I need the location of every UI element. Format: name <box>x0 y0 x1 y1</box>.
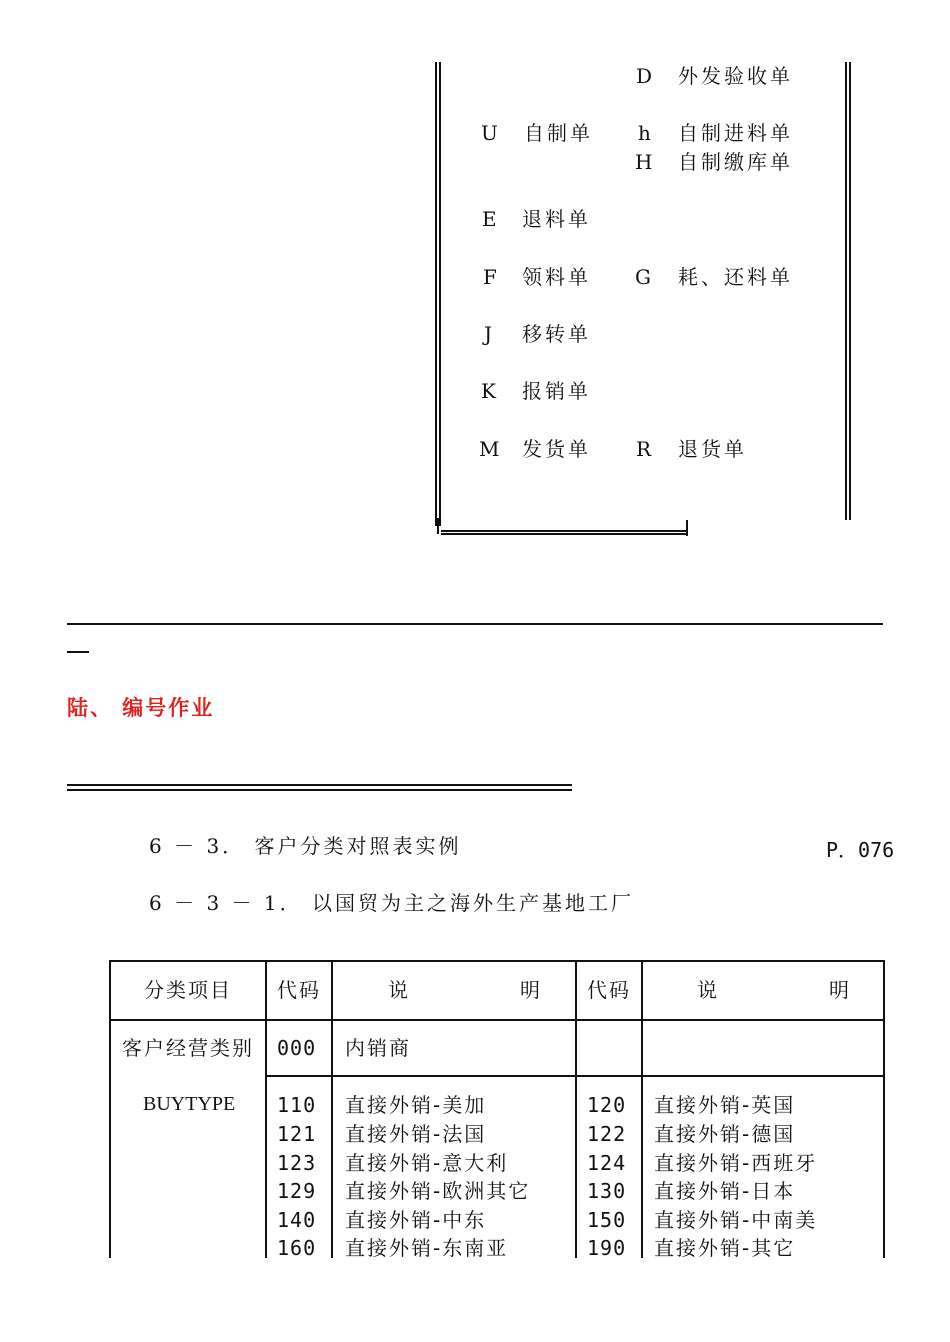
doc-code-h-upper: H <box>635 150 653 174</box>
table-cell-code-1: 110 <box>277 1093 317 1117</box>
page-separator-rule <box>67 623 883 625</box>
diagram-corner-right <box>686 520 688 536</box>
table-category-name: 客户经营类别 <box>122 1036 254 1060</box>
table-cell-desc-1: 直接外销-东南亚 <box>345 1236 509 1260</box>
doc-code-g: G <box>635 265 651 289</box>
table-cell-desc-2: 直接外销-英国 <box>654 1093 796 1117</box>
table-cell-code-1: 123 <box>277 1151 317 1175</box>
table-cell-code-2: 130 <box>587 1179 627 1203</box>
doc-code-r: R <box>636 437 652 461</box>
diagram-right-border <box>845 62 851 520</box>
table-cell-code-2: 120 <box>587 1093 627 1117</box>
heading-rule-top <box>67 784 572 786</box>
table-cell-code-1: 140 <box>277 1208 317 1232</box>
table-cell-desc-1: 直接外销-意大利 <box>345 1151 509 1175</box>
doc-label-r: 退货单 <box>678 437 747 461</box>
table-col-line-5 <box>883 960 885 1258</box>
doc-code-d: D <box>636 64 653 88</box>
table-cell-desc-2: 直接外销-德国 <box>654 1122 796 1146</box>
section-heading: 陆、 编号作业 <box>67 696 215 720</box>
table-cell-code-1: 160 <box>277 1236 317 1260</box>
table-header-code-2: 代码 <box>587 978 631 1002</box>
diagram-left-border <box>435 62 441 526</box>
table-cell-code-2: 122 <box>587 1122 627 1146</box>
subsection-title: 6 － 3． 客户分类对照表实例 <box>149 834 462 858</box>
table-cell-desc-2: 直接外销-日本 <box>654 1179 796 1203</box>
doc-label-m: 发货单 <box>522 437 591 461</box>
page-separator-tail <box>67 651 89 653</box>
table-header-code-1: 代码 <box>277 978 321 1002</box>
doc-code-u: U <box>481 121 498 145</box>
table-header-desc-1: 说 明 <box>388 978 542 1002</box>
heading-rule-bottom <box>67 789 572 791</box>
doc-label-j: 移转单 <box>522 322 591 346</box>
table-cell-desc-2: 直接外销-西班牙 <box>654 1151 818 1175</box>
table-cell-desc: 内销商 <box>345 1036 411 1060</box>
table-cell-code-1: 121 <box>277 1122 317 1146</box>
doc-code-k: K <box>481 379 496 403</box>
table-cell-desc-1: 直接外销-中东 <box>345 1208 487 1232</box>
table-cell-code: 000 <box>277 1036 317 1060</box>
table-col-line-0 <box>109 960 111 1258</box>
doc-code-m: M <box>479 437 500 461</box>
doc-code-f: F <box>483 265 497 289</box>
table-cell-desc-2: 直接外销-中南美 <box>654 1208 818 1232</box>
table-cell-desc-1: 直接外销-美加 <box>345 1093 487 1117</box>
table-cell-desc-1: 直接外销-欧洲其它 <box>345 1179 531 1203</box>
table-cell-desc-2: 直接外销-其它 <box>654 1236 796 1260</box>
doc-code-j: J <box>484 322 493 346</box>
diagram-bottom-border <box>441 530 687 535</box>
doc-code-h-lower: h <box>638 121 651 145</box>
table-top-border <box>109 960 885 962</box>
doc-label-k: 报销单 <box>522 379 591 403</box>
doc-code-e: E <box>482 207 497 231</box>
doc-label-g: 耗、还料单 <box>678 265 793 289</box>
doc-label-f: 领料单 <box>522 265 591 289</box>
doc-label-d: 外发验收单 <box>678 64 793 88</box>
table-col-line-1 <box>265 960 267 1258</box>
table-cell-code-1: 129 <box>277 1179 317 1203</box>
table-header-category: 分类项目 <box>144 978 232 1002</box>
doc-label-h-lower: 自制进料单 <box>678 121 793 145</box>
doc-label-u: 自制单 <box>524 121 593 145</box>
table-col-line-3 <box>575 960 577 1258</box>
doc-label-e: 退料单 <box>522 207 591 231</box>
table-cell-code-2: 190 <box>587 1236 627 1260</box>
table-cell-desc-1: 直接外销-法国 <box>345 1122 487 1146</box>
diagram-corner-left <box>437 518 439 534</box>
doc-label-h-upper: 自制缴库单 <box>678 150 793 174</box>
table-col-line-4 <box>641 960 643 1258</box>
table-header-border <box>109 1019 885 1021</box>
table-col-line-2 <box>331 960 333 1258</box>
page-reference: P．076 <box>826 838 895 862</box>
table-cell-code-2: 150 <box>587 1208 627 1232</box>
table-cell-code-2: 124 <box>587 1151 627 1175</box>
subsubsection-title: 6 － 3 － 1． 以国贸为主之海外生产基地工厂 <box>149 891 634 915</box>
table-header-desc-2: 说 明 <box>697 978 851 1002</box>
table-category-field: BUYTYPE <box>143 1093 236 1115</box>
